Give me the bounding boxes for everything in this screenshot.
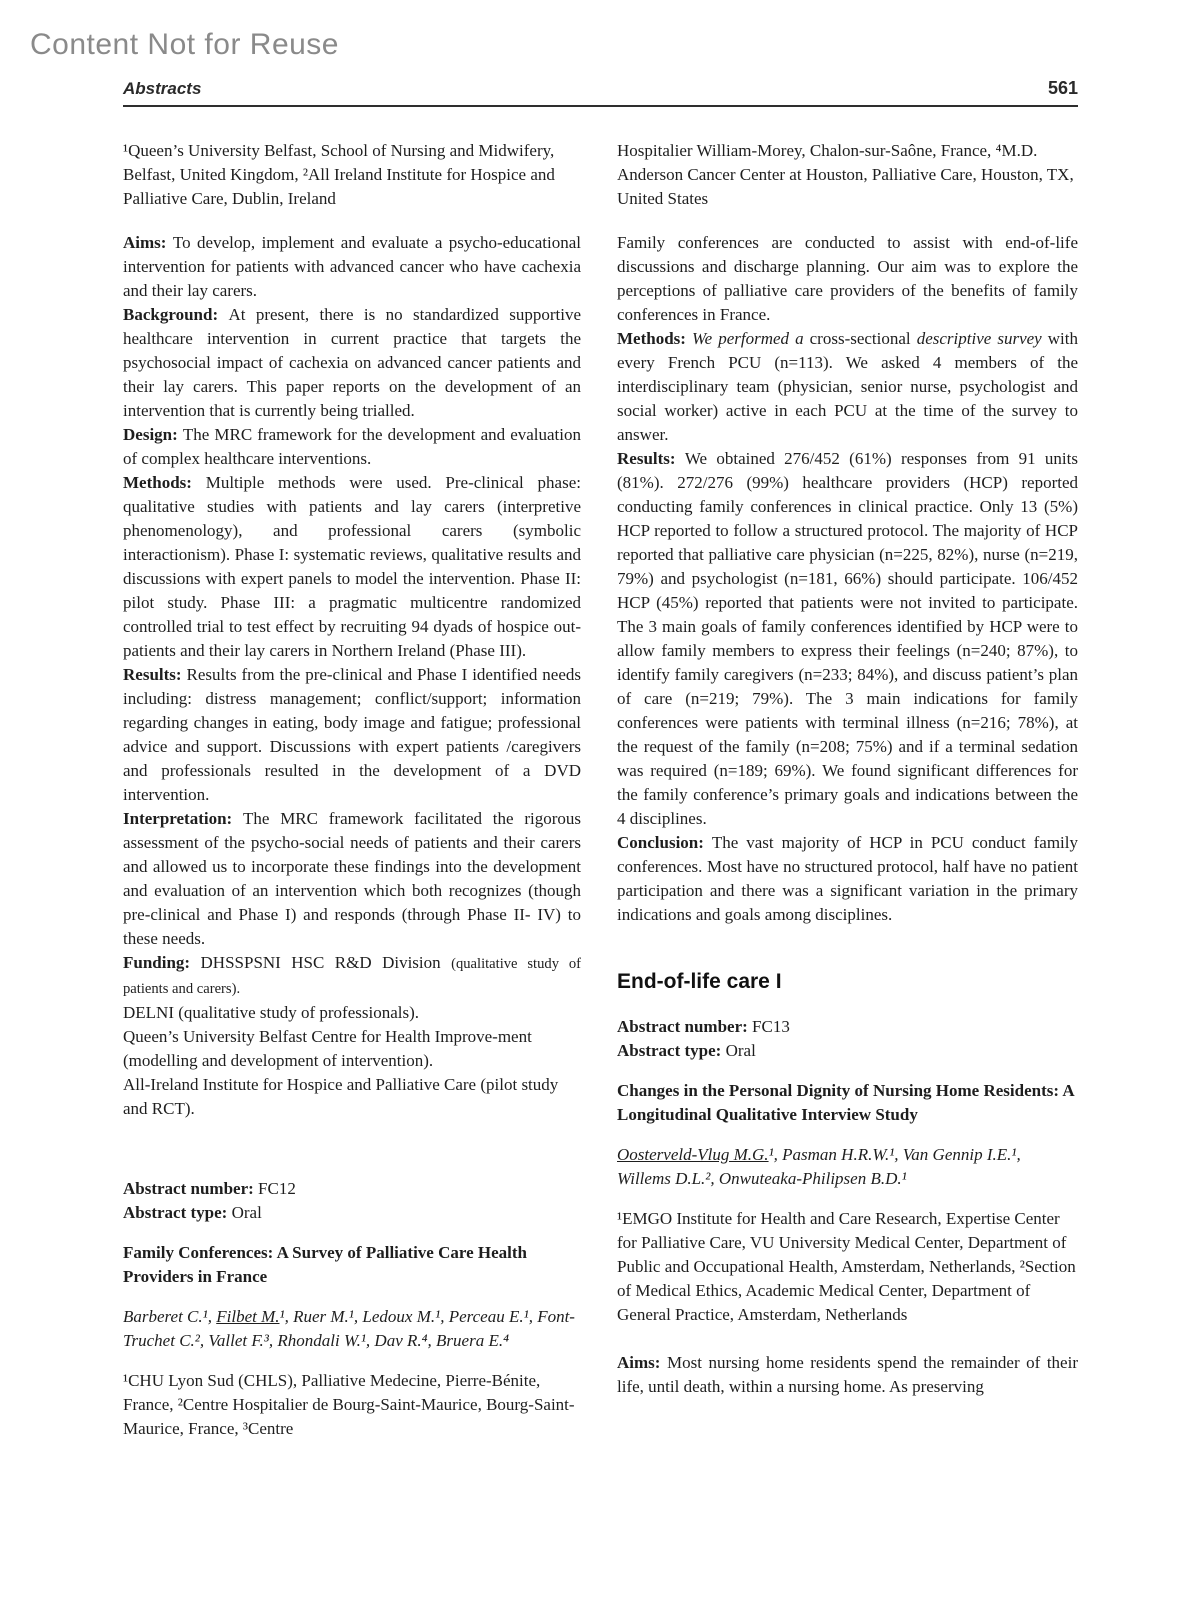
text-run: Changes in the Personal Dignity of Nursing Home Residents: A Longitudinal Qualitative Interview Study [617, 1081, 1074, 1124]
running-title: Abstracts [123, 79, 202, 98]
text-run: Background: [123, 305, 229, 324]
fc11-results [123, 663, 581, 807]
fc12-title [123, 1241, 581, 1289]
fc12-authors [123, 1305, 581, 1353]
watermark-text: Content Not for Reuse [30, 28, 339, 61]
text-run: ¹, Ruer M.¹, Ledoux M.¹, Perceau E.¹, Font-Truchet C.², Vallet F.³, Rhondali W.¹, Dav R.⁴, Bruera E.⁴ [123, 1307, 575, 1350]
fc12-methods [617, 327, 1078, 447]
text-run: Oral [231, 1203, 262, 1222]
text-run: with every French PCU (n=113). We asked 4 members of the interdisciplinary team (physician, senior nurse, psychologist and social worker) active in each PCU at the time of the survey to answer. [617, 329, 1078, 444]
text-run: cross-sectional [809, 329, 917, 348]
text-run: Abstract number: [617, 1017, 753, 1036]
fc11-funding-qub-centre [123, 1025, 581, 1073]
fc11-background [123, 303, 581, 423]
fc12-results [617, 447, 1078, 831]
fc13-title [617, 1079, 1078, 1127]
text-run: DHSSPSNI HSC R&D Division [200, 953, 452, 972]
text-run: Hospitalier William-Morey, Chalon-sur-Saône, France, ⁴M.D. Anderson Cancer Center at Houston, Palliative Care, Houston, TX, United States [617, 141, 1074, 208]
text-run: We performed a [692, 329, 810, 348]
text-run: Conclusion: [617, 833, 712, 852]
text-run: End-of-life care I [617, 970, 782, 993]
text-run: Oosterveld-Vlug M.G. [617, 1145, 769, 1164]
text-run: Interpretation: [123, 809, 243, 828]
text-run: At present, there is no standardized supportive healthcare intervention in current practice that targets the psychosocial impact of cachexia on advanced cancer patients and their lay carers. This paper reports on the development of an intervention that is currently being trialled. [123, 305, 581, 420]
text-run: FC12 [258, 1179, 296, 1198]
text-run: Results from the pre-clinical and Phase I identified needs including: distress management; conflict/support; information regarding changes in eating, body image and fatigue; professional advice and support. Discussions with expert patients /caregivers and professionals resulted in the development of a DVD intervention. [123, 665, 581, 804]
text-run: ¹, Pasman H.R.W.¹, Van Gennip I.E.¹, Willems D.L.², Onwuteaka-Philipsen B.D.¹ [617, 1145, 1021, 1188]
text-run: Oral [725, 1041, 756, 1060]
fc12-intro [617, 231, 1078, 327]
fc11-aims [123, 231, 581, 303]
text-run: Design: [123, 425, 183, 444]
fc12-abstract-number [123, 1177, 581, 1201]
text-run: Barberet C.¹, [123, 1307, 217, 1326]
text-run: Aims: [123, 233, 173, 252]
text-run: All-Ireland Institute for Hospice and Palliative Care (pilot study and RCT). [123, 1075, 559, 1118]
text-run: Multiple methods were used. Pre-clinical phase: qualitative studies with patients and lay carers (interpretive phenomenology), and professional carers (symbolic interactionism). Phase I: systematic reviews, qualitative results and discussions with expert panels to model the intervention. Phase II: pilot study. Phase III: a pragmatic multicentre randomized controlled trial to test effect by recruiting 94 dyads of hospice out-patients and their lay carers in Northern Ireland (Phase III). [123, 473, 581, 660]
text-run: Queen’s University Belfast Centre for Health Improve-ment (modelling and development of intervention). [123, 1027, 532, 1070]
fc13-affiliation [617, 1207, 1078, 1327]
fc13-authors [617, 1143, 1078, 1191]
text-run: (qualitative study of patients and carers). [123, 956, 581, 997]
text-run: ¹Queen’s University Belfast, School of Nursing and Midwifery, Belfast, United Kingdom, ²All Ireland Institute for Hospice and Palliative Care, Dublin, Ireland [123, 141, 555, 208]
affiliation-queens-belfast [123, 139, 581, 211]
header-rule [123, 105, 1078, 107]
text-run: Methods: [617, 329, 692, 348]
fc12-conclusion [617, 831, 1078, 927]
text-run: Funding: [123, 953, 201, 972]
text-run: Abstract type: [123, 1203, 232, 1222]
text-run: DELNI (qualitative study of professionals). [123, 1003, 420, 1022]
section-heading-end-of-life-care [617, 969, 1078, 995]
text-run: The MRC framework for the development and evaluation of complex healthcare interventions. [123, 425, 582, 468]
text-run: To develop, implement and evaluate a psycho-educational intervention for patients with advanced cancer who have cachexia and their lay carers. [123, 233, 581, 300]
text-run: Abstract type: [617, 1041, 726, 1060]
text-run: Results: [123, 665, 187, 684]
text-run: Filbet M. [216, 1307, 280, 1326]
text-run: We obtained 276/452 (61%) responses from 91 units (81%). 272/276 (99%) healthcare providers (HCP) reported conducting family conferences in clinical practice. Only 13 (5%) HCP reported to follow a structured protocol. The majority of HCP reported that palliative care physician (n=225, 82%), nurse (n=219, 79%) and psychologist (n=181, 66%) should participate. 106/452 HCP (45%) reported that patients were not invited to participate. The 3 main goals of family conferences identified by HCP were to allow family members to express their feelings (n=240; 87%), to identify family caregivers (n=233; 84%), and discuss patient’s plan of care (n=219; 79%). The 3 main indications for family conferences were patients with terminal illness (n=216; 78%), at the request of the family (n=208; 75%) and if a terminal sedation was required (n=189; 69%). We found significant differences for the family conference’s primary goals and indications between the 4 disciplines. [617, 449, 1078, 828]
text-run: Aims: [617, 1353, 667, 1372]
column-left [123, 139, 581, 1441]
fc13-abstract-type [617, 1039, 1078, 1063]
text-run: Methods: [123, 473, 206, 492]
fc11-methods [123, 471, 581, 663]
text-run: Most nursing home residents spend the remainder of their life, until death, within a nursing home. As preserving [617, 1353, 1078, 1396]
text-run: ¹EMGO Institute for Health and Care Research, Expertise Center for Palliative Care, VU University Medical Center, Department of Public and Occupational Health, Amsterdam, Netherlands, ²Section of Medical Ethics, Academic Medical Center, Department of General Practice, Amsterdam, Netherlands [617, 1209, 1076, 1324]
column-right [617, 139, 1078, 1441]
text-run: FC13 [752, 1017, 790, 1036]
fc12-abstract-type [123, 1201, 581, 1225]
text-run: Family conferences are conducted to assist with end-of-life discussions and discharge planning. Our aim was to explore the perceptions of palliative care providers of the benefits of family conferences in France. [617, 233, 1078, 324]
text-run: The vast majority of HCP in PCU conduct family conferences. Most have no structured protocol, half have no patient participation and there was a significant variation in the primary indications and goals among disciplines. [617, 833, 1078, 924]
fc12-affiliation [123, 1369, 581, 1441]
two-column-text-area [123, 139, 1078, 1441]
fc11-interpretation [123, 807, 581, 951]
page-header [123, 78, 1078, 99]
fc13-aims [617, 1351, 1078, 1399]
text-run: Abstract number: [123, 1179, 259, 1198]
fc13-abstract-number [617, 1015, 1078, 1039]
text-run: Family Conferences: A Survey of Palliative Care Health Providers in France [123, 1243, 527, 1286]
fc11-funding-all-ireland [123, 1073, 581, 1121]
fc11-funding [123, 951, 581, 1001]
text-run: descriptive survey [916, 329, 1048, 348]
text-run: Results: [617, 449, 685, 468]
fc11-design [123, 423, 581, 471]
text-run: ¹CHU Lyon Sud (CHLS), Palliative Medecine, Pierre-Bénite, France, ²Centre Hospitalier de Bourg-Saint-Maurice, Bourg-Saint-Maurice, France, ³Centre [123, 1371, 575, 1438]
text-run: The MRC framework facilitated the rigorous assessment of the psycho-social needs of patients and their carers and allowed us to incorporate these findings into the development and evaluation of an intervention which both recognizes (though pre-clinical and Phase I) and responds (through Phase II- IV) to these needs. [123, 809, 582, 948]
page-number: 561 [1047, 78, 1078, 98]
fc12-affiliation-continued [617, 139, 1078, 211]
fc11-funding-delni [123, 1001, 581, 1025]
